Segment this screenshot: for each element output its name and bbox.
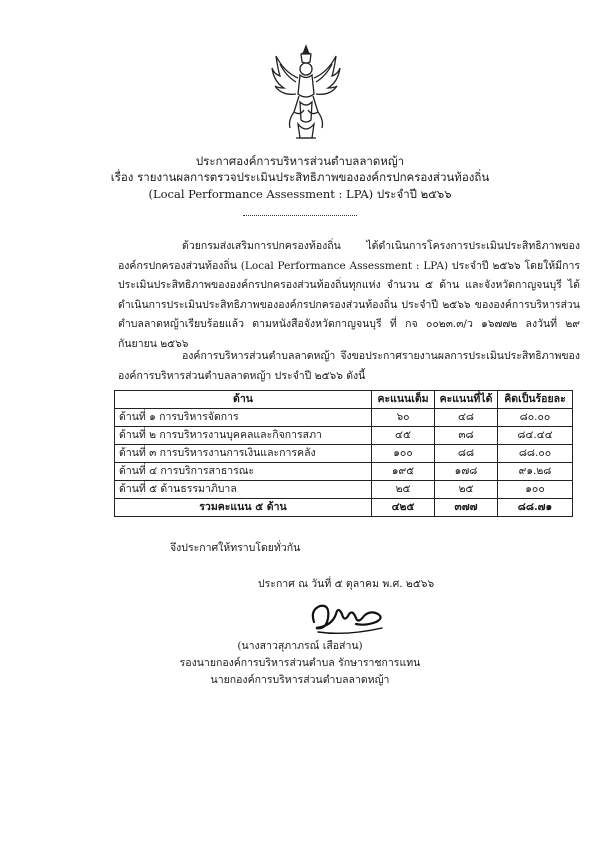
table-row <box>115 463 573 481</box>
row-score-obtained: ๓๘ <box>435 427 498 445</box>
row-aspect: ด้านที่ ๓ การบริหารงานการเงินและการคลัง <box>115 445 372 463</box>
table-row <box>115 445 573 463</box>
header-full-score: คะแนนเต็ม <box>372 391 435 409</box>
row-full-score: ๖๐ <box>372 409 435 427</box>
row-percentage: ๘๘.๐๐ <box>498 445 573 463</box>
title-divider <box>243 215 357 216</box>
table-total-row <box>115 499 573 517</box>
announcement-subject-english: (Local Performance Assessment : LPA) ประจำปี ๒๕๖๖ <box>148 187 452 201</box>
row-percentage: ๘๔.๔๔ <box>498 427 573 445</box>
signature-image <box>306 592 392 638</box>
score-table <box>114 390 573 517</box>
total-percentage: ๘๘.๗๑ <box>498 499 573 517</box>
row-aspect: ด้านที่ ๕ ด้านธรรมาภิบาล <box>115 481 372 499</box>
row-full-score: ๒๕ <box>372 481 435 499</box>
total-label: รวมคะแนน ๕ ด้าน <box>115 499 372 517</box>
row-aspect: ด้านที่ ๔ การบริการสาธารณะ <box>115 463 372 481</box>
row-full-score: ๔๕ <box>372 427 435 445</box>
row-score-obtained: ๒๕ <box>435 481 498 499</box>
announce-line: จึงประกาศให้ทราบโดยทั่วกัน <box>170 542 301 554</box>
header-score-obtained: คะแนนที่ได้ <box>435 391 498 409</box>
row-aspect: ด้านที่ ๒ การบริหารงานบุคคลและกิจการสภา <box>115 427 372 445</box>
signer-position-acting: นายกองค์การบริหารส่วนตำบลลาดหญ้า <box>210 674 390 686</box>
total-score-obtained: ๓๗๗ <box>435 499 498 517</box>
row-percentage: ๑๐๐ <box>498 481 573 499</box>
total-full-score: ๔๒๕ <box>372 499 435 517</box>
row-percentage: ๙๑.๒๘ <box>498 463 573 481</box>
row-score-obtained: ๑๗๘ <box>435 463 498 481</box>
row-full-score: ๑๐๐ <box>372 445 435 463</box>
signer-position: รองนายกองค์การบริหารส่วนตำบล รักษาราชการแทน <box>179 657 421 669</box>
garuda-emblem-icon <box>270 42 342 142</box>
date-line: ประกาศ ณ วันที่ ๕ ตุลาคม พ.ศ. ๒๕๖๖ <box>258 578 435 590</box>
table-row <box>115 427 573 445</box>
body-paragraph-1: ด้วยกรมส่งเสริมการปกครองท้องถิ่น ได้ดำเนินการโครงการประเมินประสิทธิภาพขององค์กรปกครองส่วนท้องถิ่น (Local Performance Assessment : LPA) ประจำปี ๒๕๖๖ โดยให้มีการประเมินประสิทธิภาพขององค์กรปกครองส่วนท้องถิ่นทุกแห่ง จำนวน ๕ ด้าน และจังหวัดกาญจนบุรี ได้ดำเนินการประเมินประสิทธิภาพขององค์กรปกครองส่วนท้องถิ่น ประจำปี ๒๕๖๖ ขององค์การบริหารส่วนตำบลลาดหญ้าเรียบร้อยแล้ว ตามหนังสือจังหวัดกาญจนบุรี ที่ กจ ๐๐๒๓.๓/ว ๑๖๗๗๒ ลงวันที่ ๒๙ กันยายน ๒๕๖๖ <box>118 240 580 350</box>
announcement-subject: เรื่อง รายงานผลการตรวจประเมินประสิทธิภาพขององค์กรปกครองส่วนท้องถิ่น <box>110 170 490 184</box>
table-row <box>115 409 573 427</box>
body-paragraph-2: องค์การบริหารส่วนตำบลลาดหญ้า จึงขอประกาศรายงานผลการประเมินประสิทธิภาพขององค์การบริหารส่วนตำบลลาดหญ้า ประจำปี ๒๕๖๖ ดังนี้ <box>118 350 580 382</box>
header-aspect: ด้าน <box>115 391 372 409</box>
row-score-obtained: ๔๘ <box>435 409 498 427</box>
row-aspect: ด้านที่ ๑ การบริหารจัดการ <box>115 409 372 427</box>
signer-name: (นางสาวสุภาภรณ์ เสือส่าน) <box>237 640 363 652</box>
header-percentage: คิดเป็นร้อยละ <box>498 391 573 409</box>
table-header-row <box>115 391 573 409</box>
announcement-title: ประกาศองค์การบริหารส่วนตำบลลาดหญ้า <box>195 154 405 168</box>
row-score-obtained: ๘๘ <box>435 445 498 463</box>
table-row <box>115 481 573 499</box>
row-percentage: ๘๐.๐๐ <box>498 409 573 427</box>
row-full-score: ๑๙๕ <box>372 463 435 481</box>
